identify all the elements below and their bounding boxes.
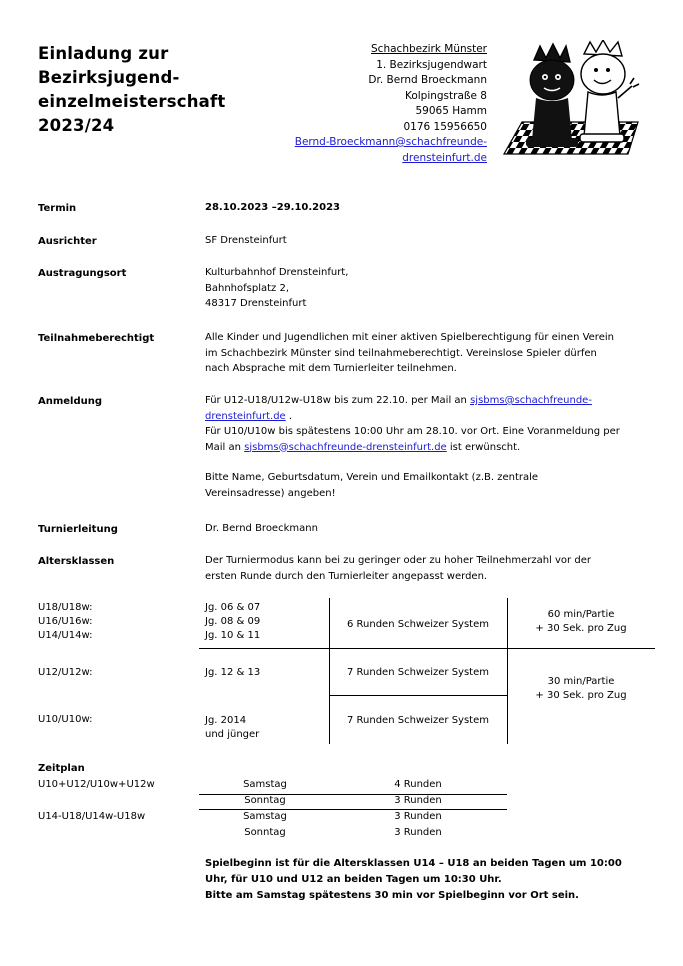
address-name: Dr. Bernd Broeckmann — [368, 74, 487, 86]
ausrichter-label: Ausrichter — [38, 236, 97, 247]
time-control-cell: 60 min/Partie + 30 Sek. pro Zug — [535, 609, 627, 634]
schedule-rounds: 3 Runden — [394, 795, 442, 806]
time-control-cell: 30 min/Partie + 30 Sek. pro Zug — [535, 676, 627, 701]
year-list: Jg. 12 & 13 — [205, 667, 261, 678]
ort-value: Kulturbahnhof Drensteinfurt, Bahnhofsplatz 2, 48317 Drensteinfurt — [205, 267, 349, 309]
title-line: Bezirksjugend- — [38, 68, 180, 87]
termin-value: 28.10.2023 –29.10.2023 — [205, 202, 341, 213]
title-line: einzelmeisterschaft — [38, 92, 226, 111]
anmeldung-label: Anmeldung — [38, 396, 103, 407]
address-role: 1. Bezirksjugendwart — [376, 58, 487, 71]
termin-label: Termin — [38, 203, 77, 214]
schedule-group: U10+U12/U10w+U12w — [38, 779, 155, 790]
schedule-day: Sonntag — [244, 795, 286, 806]
class-list: U18/U18w: U16/U16w: U14/U14w: — [38, 602, 93, 641]
mail-link[interactable]: sjsbms@schachfreunde-drensteinfurt.de — [244, 441, 447, 453]
schedule-day: Samstag — [243, 811, 287, 822]
year-list: Jg. 2014 und jünger — [205, 715, 260, 740]
schedule-rounds: 3 Runden — [394, 811, 442, 822]
schedule-rounds: 3 Runden — [394, 827, 442, 838]
chess-pieces-logo-icon — [500, 40, 642, 156]
anmeldung-value: Für U12-U18/U12w-U18w bis zum 22.10. per Mail an sjsbms@schachfreunde- drensteinfurt.de . Für U10/U10w bis spätestens 10:00 Uhr am 28.10. vor Ort. Eine Voranmeldung per Mail an sjsbms@schachfreunde-drensteinfurt.de ist erwünscht. Bitte Name, Geburtsdatum, Verein und Emailkontakt (z.B. zentrale Vereinsadresse) angeben! — [205, 395, 620, 499]
altersklassen-label: Altersklassen — [38, 556, 115, 567]
address-org: Schachbezirk Münster — [371, 43, 487, 55]
class-list: U12/U12w: — [38, 667, 93, 678]
altersklassen-value: Der Turniermodus kann bei zu geringer oder zu hoher Teilnehmerzahl vor der ersten Runde durch den Turnierleiter angepasst werden. — [205, 555, 591, 582]
mail-link[interactable]: sjsbms@schachfreunde- — [470, 395, 592, 406]
mode-cell: 7 Runden Schweizer System — [346, 667, 489, 678]
mode-cell: 7 Runden Schweizer System — [346, 715, 489, 726]
start-time-note: Spielbeginn ist für die Altersklassen U14 – U18 an beiden Tagen um 10:00 Uhr, für U10 und U12 an beiden Tagen um 10:30 Uhr. Bitte am Samstag spätestens 30 min vor Spielbeginn vor Ort sein. — [205, 858, 622, 901]
year-list: Jg. 06 & 07 Jg. 08 & 09 Jg. 10 & 11 — [205, 602, 261, 641]
class-list: U10/U10w: — [38, 714, 93, 725]
turnierleitung-value: Dr. Bernd Broeckmann — [205, 523, 318, 534]
schedule-group: U14-U18/U14w-U18w — [38, 811, 146, 822]
address-city: 59065 Hamm — [415, 105, 487, 117]
ausrichter-value: SF Drensteinfurt — [205, 235, 287, 246]
schedule-day: Sonntag — [244, 827, 286, 838]
mail-link[interactable]: drensteinfurt.de — [205, 410, 286, 422]
mode-cell: 6 Runden Schweizer System — [346, 619, 489, 630]
zeitplan-label: Zeitplan — [38, 763, 85, 774]
address-street: Kolpingstraße 8 — [404, 89, 487, 102]
title-line: Einladung zur — [38, 44, 169, 63]
schedule-day: Samstag — [243, 779, 287, 790]
teilnahme-label: Teilnahmeberechtigt — [38, 333, 155, 344]
page-title — [38, 42, 225, 138]
address-email-link[interactable]: Bernd-Broeckmann@schachfreunde- drensteinfurt.de — [294, 136, 487, 164]
address-phone: 0176 15956650 — [403, 120, 487, 133]
schedule-rounds: 4 Runden — [394, 779, 442, 790]
title-line: 2023/24 — [38, 116, 115, 135]
ort-label: Austragungsort — [38, 268, 127, 279]
sender-address — [295, 42, 487, 166]
teilnahme-value: Alle Kinder und Jugendlichen mit einer aktiven Spielberechtigung für einen Verein im Schachbezirk Münster sind teilnahmeberechtigt. Vereinslose Spieler dürfen nach Absprache mit dem Turnierleiter teilnehmen. — [205, 332, 614, 374]
turnierleitung-label: Turnierleitung — [38, 524, 118, 535]
